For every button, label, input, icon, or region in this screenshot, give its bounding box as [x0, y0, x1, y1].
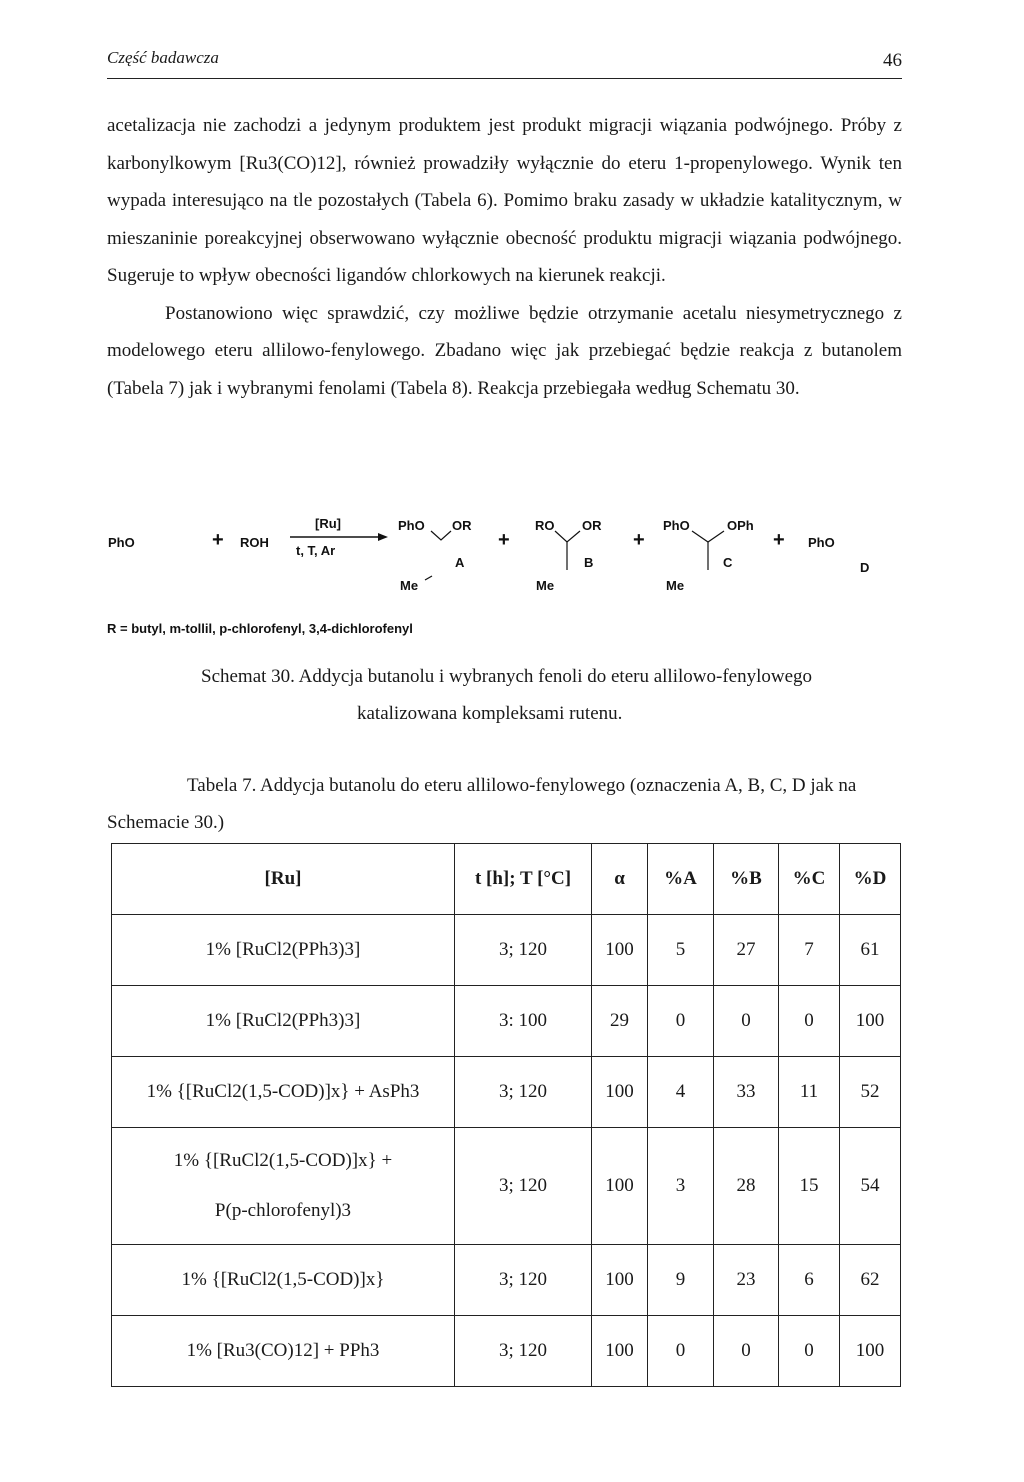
product-b-label: B	[584, 555, 594, 570]
column-header: %B	[714, 844, 779, 915]
table-row	[112, 915, 901, 986]
percent-a-cell: 0	[648, 1316, 714, 1387]
alpha-cell: 100	[592, 1245, 648, 1316]
page-header	[107, 44, 902, 79]
paragraph-1: acetalizacja nie zachodzi a jedynym produktem jest produkt migracji wiązania podwójnego. Próby z karbonylkowym [Ru3(CO)12], również prowadziły wyłącznie do eteru 1-propenylowego. Wynik ten wypada interesująco na tle pozostałych (Tabela 6). Pomimo braku zasady w układzie katalitycznym, w mieszaninie poreakcyjnej obserwowano wyłącznie obecność produktu migracji wiązania podwójnego. Sugeruje to wpływ obecności ligandów chlorkowych na kierunek reakcji.	[107, 115, 902, 286]
product-a-label: A	[455, 555, 465, 570]
percent-d-cell: 62	[840, 1245, 901, 1316]
scheme-plus-1: +	[212, 529, 224, 551]
percent-d-cell: 100	[840, 986, 901, 1057]
catalyst-line-1: 1% {[RuCl2(1,5-COD)]x} +	[173, 1150, 393, 1171]
catalyst-cell: 1% [RuCl2(PPh3)3]	[112, 915, 455, 986]
alpha-cell: 100	[592, 915, 648, 986]
results-table	[111, 843, 901, 1387]
percent-d-cell: 100	[840, 1316, 901, 1387]
table-row	[112, 1245, 901, 1316]
product-a-me: Me	[400, 578, 419, 593]
scheme-plus-3: +	[633, 529, 645, 551]
alpha-cell: 29	[592, 986, 648, 1057]
scheme-caption-line-1: Schemat 30. Addycja butanolu i wybranych fenoli do eteru allilowo-fenylowego	[201, 666, 813, 687]
product-a-right: OR	[452, 518, 472, 533]
product-b-right: OR	[582, 518, 602, 533]
conditions-cell: 3; 120	[455, 1316, 592, 1387]
percent-b-cell: 27	[714, 915, 779, 986]
table-caption: Tabela 7. Addycja butanolu do eteru allilowo-fenylowego (oznaczenia A, B, C, D jak na Schemacie 30.)	[107, 775, 857, 833]
percent-c-cell: 6	[779, 1245, 840, 1316]
conditions-cell: 3; 120	[455, 1057, 592, 1128]
percent-b-cell: 0	[714, 1316, 779, 1387]
scheme-catalyst: [Ru]	[315, 516, 341, 531]
table-row	[112, 1057, 901, 1128]
conditions-cell: 3; 120	[455, 1245, 592, 1316]
percent-a-cell: 9	[648, 1245, 714, 1316]
scheme-reactant-2: ROH	[240, 535, 269, 550]
paragraph-2: Postanowiono więc sprawdzić, czy możliwe będzie otrzymanie acetalu niesymetrycznego z modelowego eteru allilowo-fenylowego. Zbadano więc jak przebiegać będzie reakcja z butanolem (Tabela 7) jak i wybranymi fenolami (Tabela 8). Reakcja przebiegała według Schematu 30.	[107, 302, 902, 399]
arrow-head	[378, 533, 388, 541]
scheme-plus-2: +	[498, 529, 510, 551]
percent-c-cell: 0	[779, 986, 840, 1057]
catalyst-cell: 1% [RuCl2(PPh3)3]	[112, 986, 455, 1057]
alpha-cell: 100	[592, 1128, 648, 1245]
product-a-left: PhO	[398, 518, 425, 533]
product-b-left: RO	[535, 518, 555, 533]
product-c-right: OPh	[727, 518, 754, 533]
product-b-me: Me	[536, 578, 555, 593]
percent-b-cell: 0	[714, 986, 779, 1057]
product-d: PhO	[808, 535, 835, 550]
conditions-cell: 3; 120	[455, 1128, 592, 1245]
table-row	[112, 986, 901, 1057]
percent-c-cell: 11	[779, 1057, 840, 1128]
table-row	[112, 1316, 901, 1387]
percent-d-cell: 61	[840, 915, 901, 986]
percent-d-cell: 52	[840, 1057, 901, 1128]
percent-c-cell: 0	[779, 1316, 840, 1387]
conditions-cell: 3: 100	[455, 986, 592, 1057]
column-header: α	[592, 844, 648, 915]
percent-b-cell: 28	[714, 1128, 779, 1245]
catalyst-line-2: P(p-chlorofenyl)3	[214, 1200, 352, 1221]
reaction-scheme	[0, 500, 1024, 640]
percent-b-cell: 33	[714, 1057, 779, 1128]
column-header: %D	[840, 844, 901, 915]
percent-c-cell: 15	[779, 1128, 840, 1245]
percent-a-cell: 4	[648, 1057, 714, 1128]
conditions-cell: 3; 120	[455, 915, 592, 986]
scheme-caption-line-2: katalizowana kompleksami rutenu.	[357, 703, 623, 724]
percent-a-cell: 3	[648, 1128, 714, 1245]
column-header: %A	[648, 844, 714, 915]
table-row	[112, 1128, 901, 1245]
r-definition: R = butyl, m-tollil, p-chlorofenyl, 3,4-dichlorofenyl	[107, 621, 413, 636]
scheme-plus-4: +	[773, 529, 785, 551]
percent-c-cell: 7	[779, 915, 840, 986]
catalyst-cell: 1% {[RuCl2(1,5-COD)]x}	[112, 1245, 455, 1316]
percent-b-cell: 23	[714, 1245, 779, 1316]
alpha-cell: 100	[592, 1316, 648, 1387]
catalyst-cell	[112, 1128, 455, 1245]
percent-a-cell: 0	[648, 986, 714, 1057]
scheme-reactant-1: PhO	[108, 535, 135, 550]
catalyst-cell: 1% {[RuCl2(1,5-COD)]x} + AsPh3	[112, 1057, 455, 1128]
product-d-label: D	[860, 560, 870, 575]
product-c-me: Me	[666, 578, 685, 593]
table-header-row	[112, 844, 901, 915]
percent-d-cell: 54	[840, 1128, 901, 1245]
column-header: %C	[779, 844, 840, 915]
page-number: 46	[883, 50, 902, 71]
product-c-label: C	[723, 555, 733, 570]
body-text	[107, 107, 902, 407]
percent-a-cell: 5	[648, 915, 714, 986]
product-c-left: PhO	[663, 518, 690, 533]
catalyst-cell: 1% [Ru3(CO)12] + PPh3	[112, 1316, 455, 1387]
column-header: [Ru]	[112, 844, 455, 915]
running-head: Część badawcza	[107, 48, 219, 67]
column-header: t [h]; T [°C]	[455, 844, 592, 915]
scheme-conditions: t, T, Ar	[296, 543, 336, 558]
alpha-cell: 100	[592, 1057, 648, 1128]
